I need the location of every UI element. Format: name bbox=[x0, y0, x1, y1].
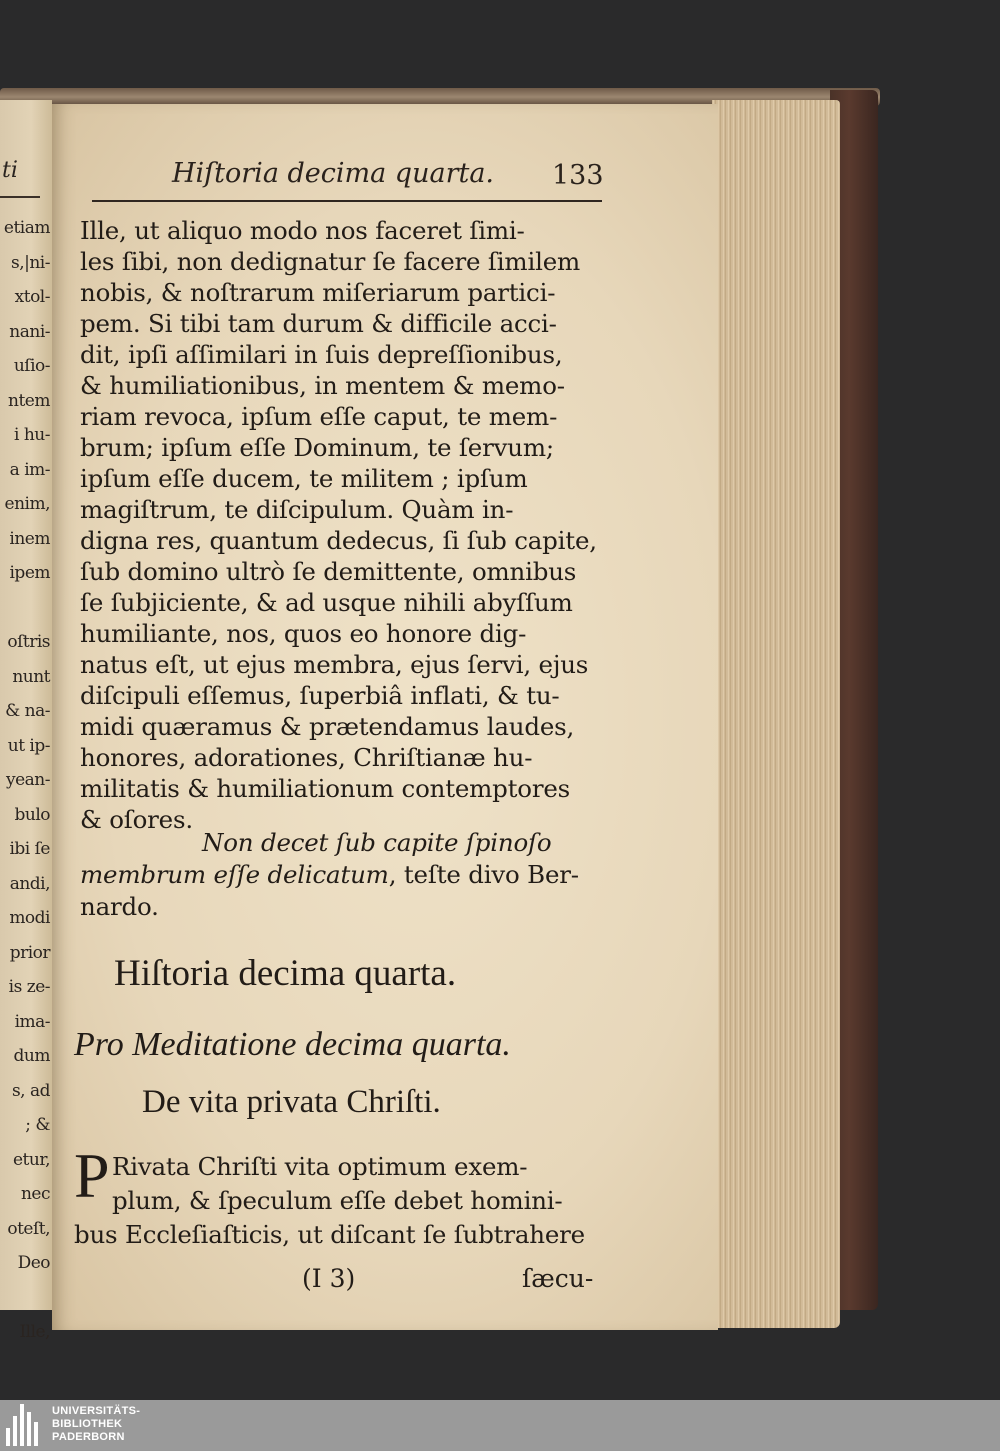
left-page-fragment: s, ad bbox=[11, 1080, 50, 1101]
body-line: les ſibi, non dedignatur ſe facere ſimilem bbox=[80, 247, 581, 276]
left-page-fragment: ipem bbox=[9, 563, 50, 583]
body-line: ſe ſubjiciente, & ad usque nihili abyſſum bbox=[80, 588, 573, 617]
left-page-rule bbox=[0, 196, 40, 198]
last-body-line: nardo. bbox=[80, 892, 159, 921]
left-page-fragment: ut ip- bbox=[7, 735, 50, 756]
left-page-fragment: nec bbox=[20, 1184, 50, 1204]
page-block-edges bbox=[712, 100, 840, 1328]
left-page-fragment: nani- bbox=[9, 321, 50, 342]
left-page-fragment: modi bbox=[9, 908, 50, 928]
left-page-fragment: xtol- bbox=[14, 287, 50, 307]
library-logo-text: UNIVERSITÄTS- BIBLIOTHEK PADERBORN bbox=[52, 1405, 141, 1443]
body-line: riam revoca, ipſum eſſe caput, te mem- bbox=[80, 402, 558, 431]
left-page-fragment: bulo bbox=[14, 804, 50, 825]
body-line: brum; ipſum eſſe Dominum, te ſervum; bbox=[80, 433, 554, 462]
page-number: 133 bbox=[552, 160, 604, 191]
left-page-fragment: ima- bbox=[14, 1011, 50, 1032]
body-line: ipſum eſſe ducem, te militem ; ipſum bbox=[80, 464, 528, 493]
quote-line-1: Non decet ſub capite ſpinoſo bbox=[202, 828, 552, 857]
body-line: natus eſt, ut ejus membra, ejus ſervi, ejus bbox=[80, 650, 589, 679]
drop-cap: P bbox=[74, 1140, 110, 1211]
left-page-fragment: prior bbox=[9, 942, 50, 963]
body-line: pem. Si tibi tam durum & difficile acci- bbox=[80, 309, 557, 338]
left-page-fragment: yean- bbox=[6, 770, 50, 790]
body-line: humiliante, nos, quos eo honore dig- bbox=[80, 619, 527, 648]
left-page-fragment: ntem bbox=[8, 390, 50, 411]
left-page-fragment: i hu- bbox=[14, 425, 50, 445]
left-page-fragment: ; & bbox=[25, 1115, 50, 1135]
body-line: & humiliationibus, in mentem & memo- bbox=[80, 371, 565, 400]
left-page-fragment: Ille, bbox=[19, 1322, 50, 1342]
quote-line-2: membrum eſſe delicatum, teſte divo Ber- bbox=[80, 860, 579, 889]
body-line: magiſtrum, te diſcipulum. Quàm in- bbox=[80, 495, 514, 524]
left-page-fragment: inem bbox=[9, 528, 50, 549]
body-line: midi quæramus & prætendamus laudes, bbox=[80, 712, 575, 741]
paragraph-line-2: plum, & ſpeculum eſſe debet homini- bbox=[112, 1186, 563, 1215]
paragraph-line-3: bus Eccleſiaſticis, ut diſcant ſe ſubtrahere bbox=[74, 1220, 585, 1249]
left-page-fragment: etiam bbox=[3, 218, 50, 238]
body-line: digna res, quantum dedecus, ſi ſub capite, bbox=[80, 526, 597, 555]
library-logo-icon bbox=[6, 1404, 42, 1446]
body-line: diſcipuli eſſemus, ſuperbiâ inflati, & tu- bbox=[80, 681, 560, 710]
left-page-fragment: & na- bbox=[5, 701, 50, 721]
section-subtitle: De vita privata Chriſti. bbox=[142, 1084, 441, 1120]
paragraph-line-1: Rivata Chriſti vita optimum exem- bbox=[112, 1152, 528, 1181]
running-head: Hiſtoria decima quarta. bbox=[172, 158, 495, 189]
left-page-fragment: a im- bbox=[9, 459, 50, 480]
left-page-head: ti bbox=[2, 158, 18, 183]
body-line: militatis & humiliationum contemptores bbox=[80, 774, 571, 803]
left-page-fragment: dum bbox=[13, 1046, 50, 1066]
body-line: nobis, & noſtrarum miſeriarum partici- bbox=[80, 278, 556, 307]
body-line: dit, ipſi aſſimilari in ſuis depreſſionibus, bbox=[80, 340, 563, 369]
left-page-fragment: etur, bbox=[12, 1149, 50, 1170]
body-line: honores, adorationes, Chriſtianæ hu- bbox=[80, 743, 533, 772]
catchword: ſæcu- bbox=[522, 1264, 594, 1293]
book-page bbox=[52, 104, 718, 1330]
body-line: & oſores. bbox=[80, 805, 193, 834]
section-sub-heading: Pro Meditatione decima quarta. bbox=[74, 1026, 511, 1063]
left-page-fragment: Deo bbox=[17, 1253, 50, 1273]
left-page-fragment: oteſt, bbox=[7, 1218, 50, 1239]
left-page-fragment: ibi ſe bbox=[9, 839, 50, 859]
left-page-fragment: is ze- bbox=[8, 977, 50, 997]
body-line: ſub domino ultrò ſe demittente, omnibus bbox=[80, 557, 577, 586]
left-page-fragment: enim, bbox=[4, 494, 50, 514]
body-line: Ille, ut aliquo modo nos faceret ſimi- bbox=[80, 216, 525, 245]
left-page-fragment: oſtris bbox=[7, 632, 50, 652]
previous-page-strip bbox=[0, 100, 52, 1342]
left-page-fragment: andi, bbox=[9, 873, 50, 894]
library-footer bbox=[0, 1400, 1000, 1451]
left-page-fragment: uſio- bbox=[13, 356, 50, 376]
section-title: Hiſtoria decima quarta. bbox=[114, 953, 457, 994]
signature-mark: (I 3) bbox=[302, 1264, 356, 1293]
head-rule bbox=[92, 200, 602, 202]
left-page-fragment: s,|ni- bbox=[11, 252, 50, 273]
left-page-fragment: nunt bbox=[12, 666, 50, 687]
